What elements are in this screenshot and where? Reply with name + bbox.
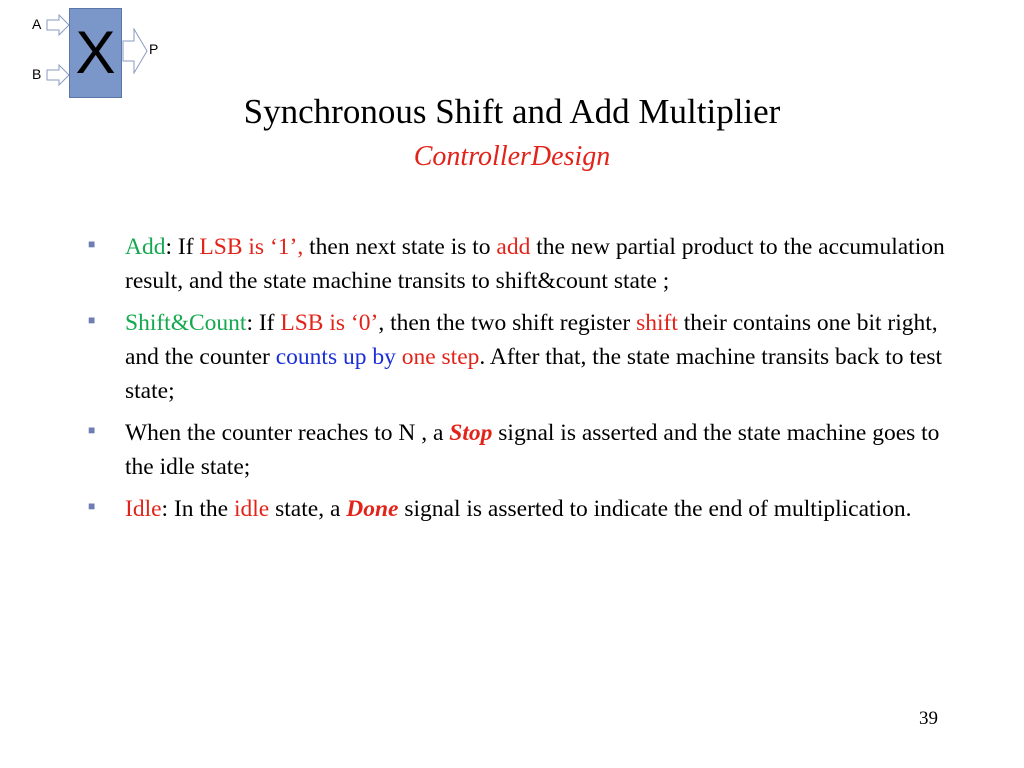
bullet-text-segment: idle xyxy=(234,496,270,522)
bullet-square-icon: ■ xyxy=(88,313,96,327)
bullet-text-segment: signal is asserted to indicate the end of multiplication. xyxy=(398,496,912,522)
output-p-label: P xyxy=(149,41,159,57)
bullet-text-segment: Done xyxy=(346,496,399,522)
bullet-text-segment: Add xyxy=(125,234,166,260)
bullet-text-segment: : If xyxy=(246,310,281,336)
bullet-square-icon: ■ xyxy=(88,237,96,251)
bullet-list xyxy=(88,230,968,534)
bullet-text-segment: : In the xyxy=(161,496,234,522)
bullet-text-segment: LSB is ‘0’ xyxy=(280,310,379,336)
input-a-arrow-icon xyxy=(46,14,70,36)
bullet-text-segment: : If xyxy=(165,234,200,260)
bullet-text-segment: When the counter reaches to N , a xyxy=(125,420,450,446)
bullet-square-icon: ■ xyxy=(88,423,96,437)
bullet-item xyxy=(88,230,968,298)
bullet-text-segment: Idle xyxy=(125,496,162,522)
bullet-text-segment: add xyxy=(496,234,531,260)
bullet-square-icon: ■ xyxy=(88,499,96,513)
bullet-text-segment: , then the two shift register xyxy=(378,310,637,336)
output-p-arrow-icon xyxy=(122,28,148,74)
bullet-item xyxy=(88,416,968,484)
bullet-text-segment: shift xyxy=(636,310,678,336)
input-b-label: B xyxy=(32,66,42,82)
bullet-text-segment: their contains one bit right, and the counter xyxy=(125,310,938,370)
page-number: 39 xyxy=(919,708,938,729)
bullet-text-segment: one step xyxy=(401,344,480,370)
slide-subtitle: ControllerDesign xyxy=(413,141,611,172)
bullet-item xyxy=(88,306,968,408)
slide-title: Synchronous Shift and Add Multiplier xyxy=(243,92,781,131)
bullet-text-segment: LSB is ‘1’, xyxy=(199,234,304,260)
input-a-label: A xyxy=(32,16,42,32)
bullet-text-segment: Shift&Count xyxy=(125,310,247,336)
bullet-text-segment: then next state is to xyxy=(303,234,497,260)
bullet-text-segment: . After that, the state machine transits back to test state; xyxy=(125,344,943,404)
multiplier-symbol: X xyxy=(75,19,116,86)
bullet-text-segment: signal is asserted and the state machine goes to the idle state; xyxy=(125,420,940,480)
bullet-text-segment: state, a xyxy=(269,496,347,522)
multiplier-logo xyxy=(30,8,170,102)
bullet-text-segment: counts up by xyxy=(275,344,396,370)
bullet-item xyxy=(88,492,968,526)
bullet-text-segment: the new partial product to the accumulation result, and the state machine transits to shift&count state ; xyxy=(125,234,945,294)
bullet-text-segment: Stop xyxy=(449,420,493,446)
input-b-arrow-icon xyxy=(46,64,70,86)
